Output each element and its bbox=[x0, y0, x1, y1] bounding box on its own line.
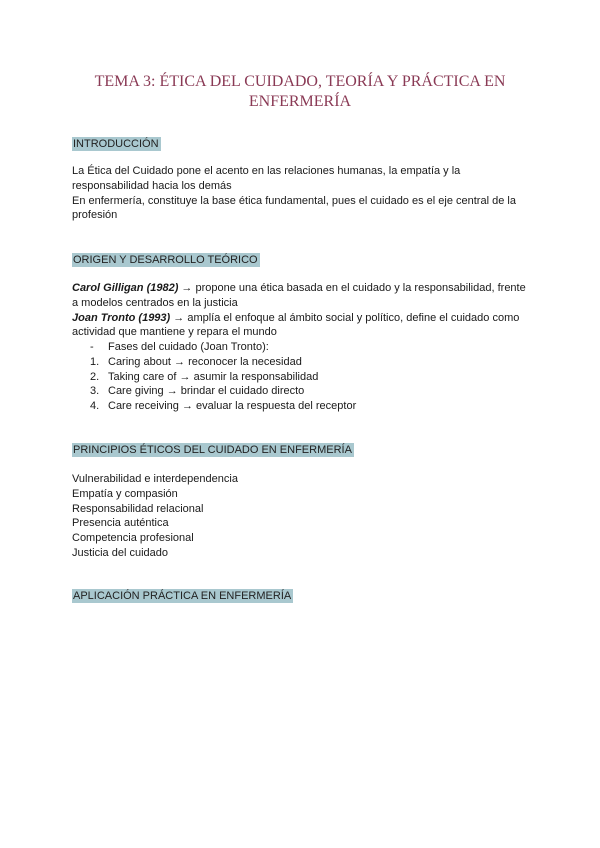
list-item bbox=[72, 355, 532, 370]
dash-marker: - bbox=[90, 341, 94, 353]
list-number: 3. bbox=[90, 385, 100, 398]
list-item: Justicia del cuidado bbox=[72, 546, 169, 559]
gilligan-name: Carol Gilligan (1982) bbox=[72, 282, 179, 294]
list-text: Care receiving → evaluar la respuesta del receptor bbox=[108, 400, 357, 413]
list-number: 2. bbox=[90, 370, 100, 383]
list-item: Empatía y compasión bbox=[72, 487, 178, 500]
gilligan-text: → propone una ética basada en el cuidado y la responsabilidad, frente a modelos centrados en la justicia bbox=[72, 282, 526, 309]
list-number: 1. bbox=[90, 355, 100, 368]
phases-label-item bbox=[72, 340, 532, 355]
list-item: Vulnerabilidad e interdependencia bbox=[72, 473, 238, 485]
list-item: Competencia profesional bbox=[72, 532, 194, 545]
list-text: Care giving → brindar el cuidado directo bbox=[108, 385, 305, 398]
heading-aplicacion: APLICACIÓN PRÁCTICA EN ENFERMERÍA bbox=[73, 590, 292, 602]
list-text: Caring about → reconocer la necesidad bbox=[108, 355, 302, 368]
heading-origen: ORIGEN Y DESARROLLO TEÓRICO bbox=[73, 254, 258, 266]
list-item bbox=[72, 399, 532, 414]
principios-list bbox=[72, 472, 238, 561]
list-item bbox=[72, 370, 532, 385]
intro-paragraph-1: La Ética del Cuidado pone el acento en las relaciones humanas, la empatía y la responsabilidad hacia los demás bbox=[72, 165, 461, 192]
list-item: Presencia auténtica bbox=[72, 517, 169, 530]
gilligan-paragraph bbox=[72, 281, 532, 311]
heading-principios: PRINCIPIOS ÉTICOS DEL CUIDADO EN ENFERMERÍA bbox=[73, 444, 352, 456]
intro-paragraph-2: En enfermería, constituye la base ética fundamental, pues el cuidado es el eje central de la profesión bbox=[72, 194, 516, 222]
intro-text bbox=[72, 164, 532, 223]
list-item: Responsabilidad relacional bbox=[72, 502, 204, 515]
list-text: Taking care of → asumir la responsabilidad bbox=[108, 370, 319, 383]
origen-text bbox=[72, 281, 532, 340]
document-title: TEMA 3: ÉTICA DEL CUIDADO, TEORÍA Y PRÁCTICA EN ENFERMERÍA bbox=[94, 73, 506, 110]
tronto-text: → amplía el enfoque al ámbito social y político, define el cuidado como actividad que mantiene y repara el mundo bbox=[72, 311, 520, 339]
phases-label: Fases del cuidado (Joan Tronto): bbox=[108, 341, 269, 353]
phases-list bbox=[72, 340, 532, 414]
list-item bbox=[72, 384, 532, 399]
list-number: 4. bbox=[90, 400, 100, 413]
tronto-name: Joan Tronto (1993) bbox=[72, 311, 171, 324]
heading-introduccion: INTRODUCCIÓN bbox=[73, 138, 159, 150]
tronto-paragraph bbox=[72, 311, 532, 341]
